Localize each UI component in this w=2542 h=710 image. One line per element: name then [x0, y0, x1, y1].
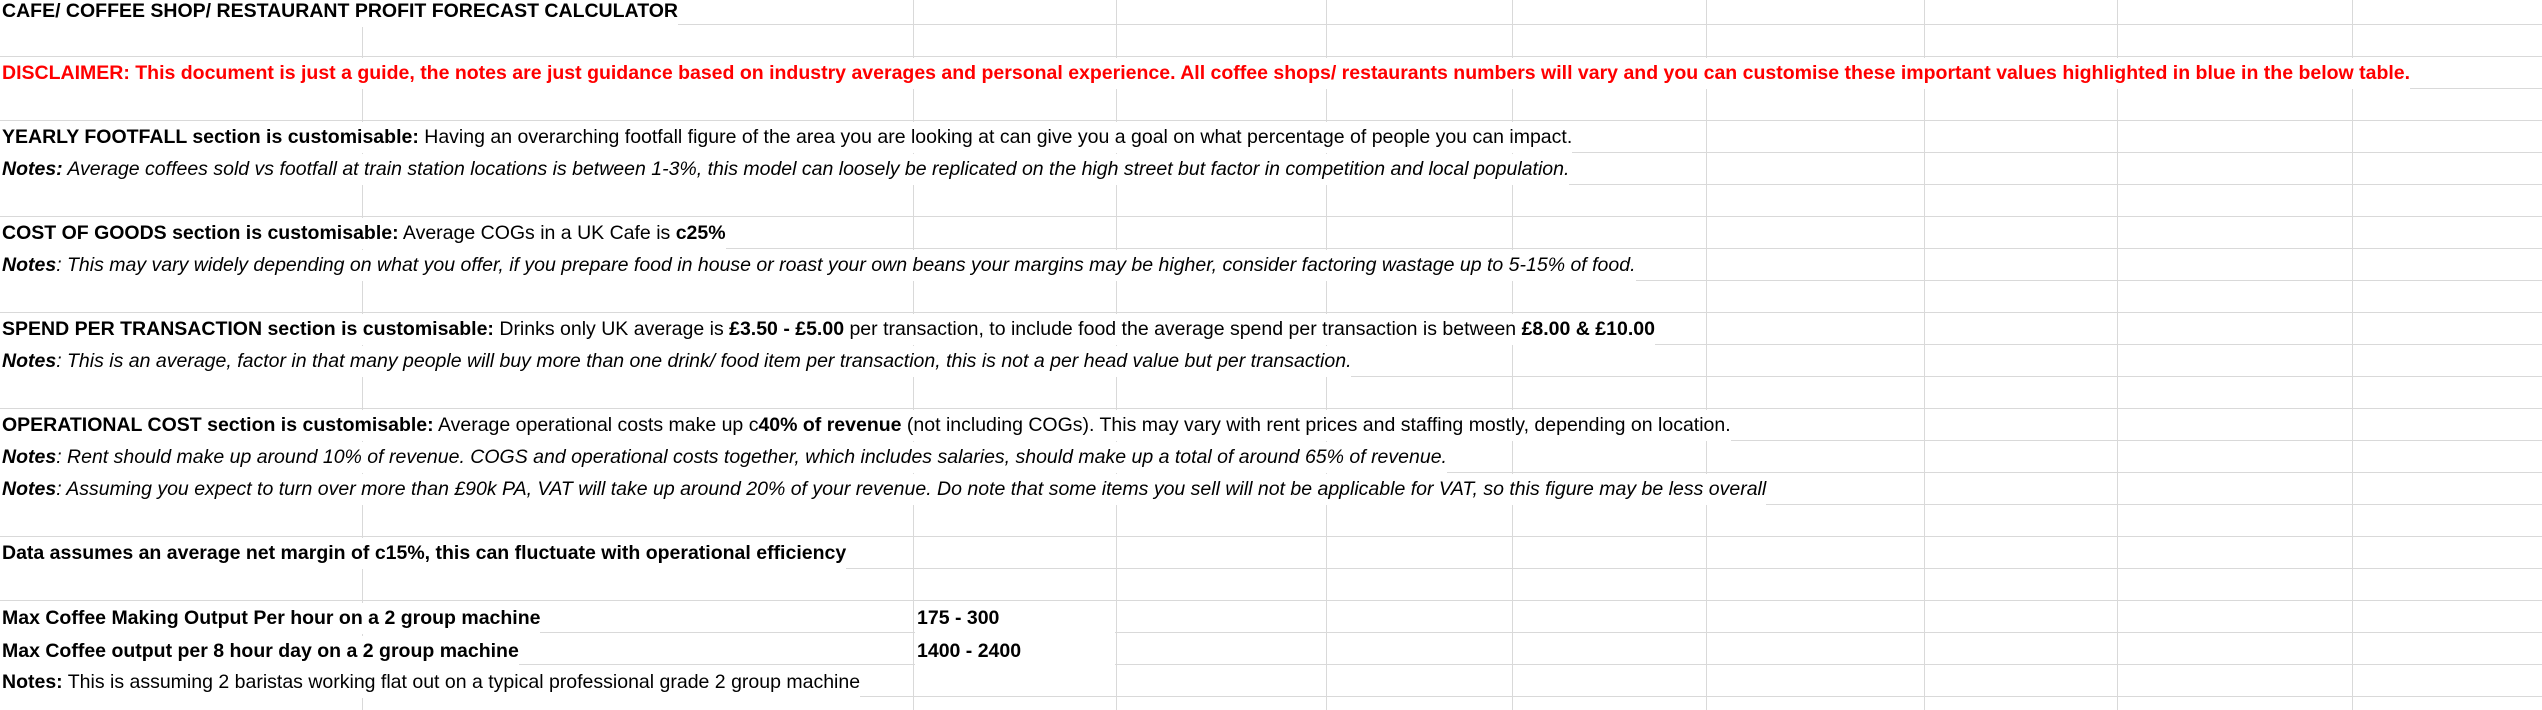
cogs-notes-label: Notes [2, 254, 57, 276]
disclaimer-cell[interactable] [0, 58, 2410, 89]
row-divider [0, 408, 2542, 409]
row-divider [0, 56, 2542, 57]
column-divider [2117, 0, 2118, 710]
spend-cell[interactable] [0, 314, 1655, 345]
output-notes-text: This is assuming 2 baristas working flat out on a typical professional grade 2 group machine [62, 671, 861, 693]
column-divider [2352, 0, 2353, 710]
opcost-notes-2-text: : Assuming you expect to turn over more than £90k PA, VAT will take up around 20% of your revenue. Do note that some items you sell will not be applicable for VAT, so this figure may be less overall [56, 478, 1767, 500]
opcost-value: 40% of revenue [758, 414, 902, 436]
cogs-heading: COST OF GOODS section is customisable: [2, 222, 399, 244]
output-hour-label: Max Coffee Making Output Per hour on a 2 group machine [2, 607, 541, 629]
spend-value-2: £8.00 & £10.00 [1521, 318, 1655, 340]
cogs-text: Average COGs in a UK Cafe is [398, 222, 676, 244]
spend-text-2: per transaction, to include food the average spend per transaction is between [844, 318, 1522, 340]
cogs-notes-text: : This may vary widely depending on what you offer, if you prepare food in house or roast your own beans your margins may be higher, consider factoring wastage up to 5-15% of food. [56, 254, 1636, 276]
footfall-notes-cell[interactable] [0, 154, 1569, 185]
opcost-notes-1-label: Notes [2, 446, 57, 468]
output-hour-value-cell[interactable] [915, 603, 1115, 634]
output-notes-label: Notes: [2, 671, 63, 693]
net-margin-text: Data assumes an average net margin of c15%, this can fluctuate with operational efficiency [2, 542, 847, 564]
row-divider [0, 216, 2542, 217]
output-hour-value: 175 - 300 [917, 607, 1000, 629]
cogs-value: c25% [675, 222, 726, 244]
cogs-cell[interactable] [0, 218, 726, 249]
sheet-title-cell[interactable] [0, 0, 678, 27]
cogs-notes-cell[interactable] [0, 250, 1636, 281]
spend-notes-cell[interactable] [0, 346, 1351, 377]
footfall-cell[interactable] [0, 122, 1572, 153]
spend-value-1: £3.50 - £5.00 [729, 318, 845, 340]
spend-text-1: Drinks only UK average is [493, 318, 730, 340]
spend-notes-label: Notes [2, 350, 57, 372]
column-divider [1512, 0, 1513, 710]
output-hour-label-cell[interactable] [0, 603, 540, 634]
opcost-text-1: Average operational costs make up c [433, 414, 759, 436]
row-divider [0, 120, 2542, 121]
row-divider [0, 600, 2542, 601]
footfall-text: Having an overarching footfall figure of the area you are looking at can give you a goal on what percentage of people you can impact. [418, 126, 1573, 148]
output-notes-cell[interactable] [0, 667, 860, 698]
opcost-notes-1-cell[interactable] [0, 442, 1447, 473]
opcost-text-2: (not including COGs). This may vary with rent prices and staffing mostly, depending on location. [901, 414, 1731, 436]
spend-heading: SPEND PER TRANSACTION section is customisable: [2, 318, 494, 340]
output-day-value: 1400 - 2400 [917, 640, 1022, 662]
spend-notes-text: : This is an average, factor in that many people will buy more than one drink/ food item per transaction, this is not a per head value but per transaction. [56, 350, 1352, 372]
row-divider [0, 536, 2542, 537]
opcost-heading: OPERATIONAL COST section is customisable: [2, 414, 434, 436]
opcost-cell[interactable] [0, 410, 1731, 441]
column-divider [1706, 0, 1707, 710]
opcost-notes-2-label: Notes [2, 478, 57, 500]
output-day-label: Max Coffee output per 8 hour day on a 2 group machine [2, 640, 519, 662]
output-day-label-cell[interactable] [0, 636, 519, 667]
disclaimer-text: DISCLAIMER: This document is just a guide, the notes are just guidance based on industry averages and personal experience. All coffee shops/ restaurants numbers will vary and you can customise these important values highlighted in blue in the below table. [2, 62, 2411, 84]
opcost-notes-2-cell[interactable] [0, 474, 1766, 505]
footfall-heading: YEARLY FOOTFALL section is customisable: [2, 126, 419, 148]
output-day-value-cell[interactable] [915, 636, 1115, 667]
sheet-title: CAFE/ COFFEE SHOP/ RESTAURANT PROFIT FORECAST CALCULATOR [2, 0, 678, 22]
column-divider [1924, 0, 1925, 710]
opcost-notes-1-text: : Rent should make up around 10% of revenue. COGS and operational costs together, which includes salaries, should make up a total of around 65% of revenue. [56, 446, 1447, 468]
row-divider [0, 312, 2542, 313]
net-margin-cell[interactable] [0, 538, 846, 569]
footfall-notes-text: Average coffees sold vs footfall at train station locations is between 1-3%, this model can loosely be replicated on the high street but factor in competition and local population. [62, 158, 1570, 180]
footfall-notes-label: Notes: [2, 158, 63, 180]
